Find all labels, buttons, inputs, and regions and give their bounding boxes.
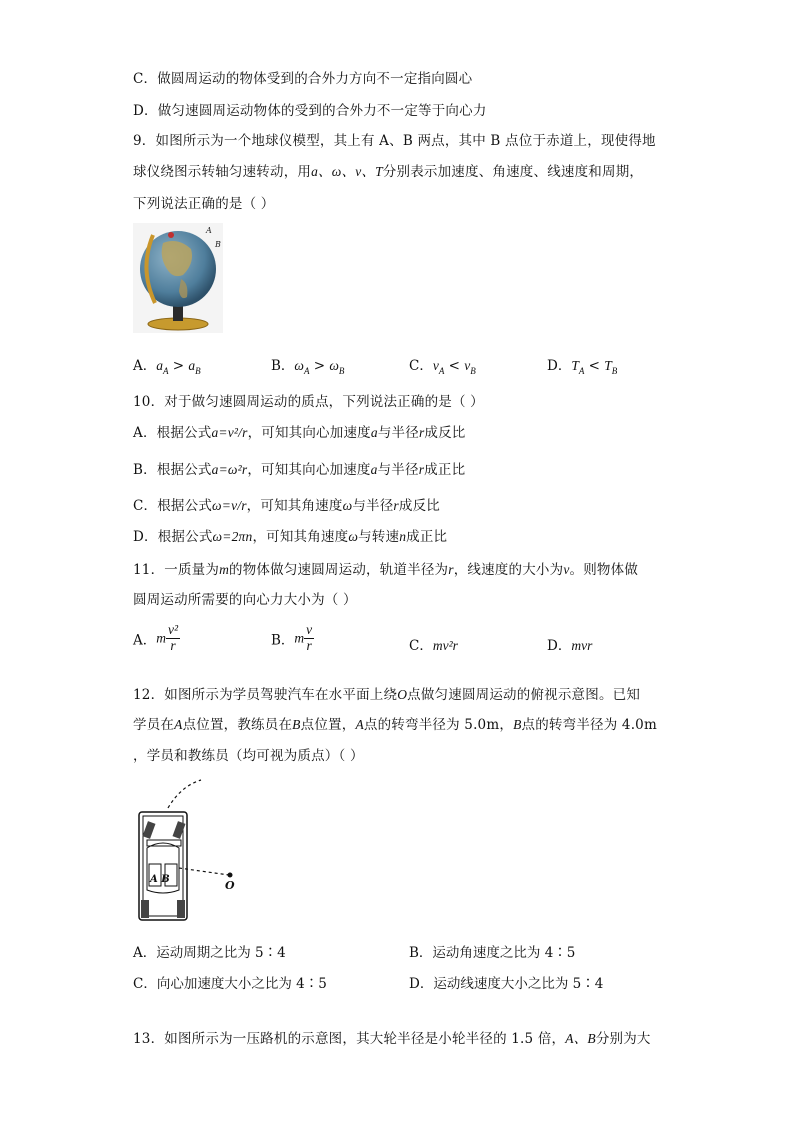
q11-option-a[interactable]: A．m $\frac{\text{v²}}{r}$ xyxy=(133,622,179,653)
q9-option-d[interactable]: D．$T_A < T_B$ xyxy=(547,358,618,376)
q10-stem: 10．对于做匀速圆周运动的质点，下列说法正确的是（ ） xyxy=(133,394,484,410)
q9-option-a[interactable]: A．$a_A > a_B$ xyxy=(133,358,201,376)
q12-option-a[interactable]: A．运动周期之比为 5∶4 xyxy=(133,945,286,961)
q11-option-b[interactable]: B．m $\frac{v}{r}$ xyxy=(271,622,313,653)
car-diagram xyxy=(133,778,253,924)
q10-option-a[interactable]: A．根据公式a=v²/r，可知其向心加速度a与半径r成反比 xyxy=(133,425,466,441)
center-label-o: O xyxy=(225,879,235,892)
q9-option-b[interactable]: B．$\omega_A > \omega_B$ xyxy=(271,358,345,376)
q12-stem-line2: 学员在A点位置，教练员在B点位置，A点的转弯半径为 5.0m，B点的转弯半径为 4.0m xyxy=(133,717,657,733)
q9-stem-line1: 9．如图所示为一个地球仪模型，其上有 A、B 两点，其中 B 点位于赤道上，现使得地 xyxy=(133,133,656,149)
q11-stem-line2: 圆周运动所需要的向心力大小为（ ） xyxy=(133,592,357,608)
q10-option-b[interactable]: B．根据公式a=ω²r，可知其向心加速度a与半径r成正比 xyxy=(133,462,466,478)
q9-option-c[interactable]: C．$v_A < v_B$ xyxy=(409,358,476,376)
option-c-text: C．做圆周运动的物体受到的合外力方向不一定指向圆心 xyxy=(133,71,473,87)
q9-stem-line3: 下列说法正确的是（ ） xyxy=(133,196,275,212)
q11-option-c[interactable]: C．mv²r xyxy=(409,638,458,654)
q10-option-c[interactable]: C．根据公式ω=v/r，可知其角速度ω与半径r成反比 xyxy=(133,498,440,514)
q12-stem-line1: 12．如图所示为学员驾驶汽车在水平面上绕O点做匀速圆周运动的俯视示意图。已知 xyxy=(133,687,641,703)
globe-figure xyxy=(133,223,223,333)
q11-option-d[interactable]: D．mvr xyxy=(547,638,593,654)
q12-stem-line3: ，学员和教练员（均可视为质点）（ ） xyxy=(133,748,364,764)
q10-option-d[interactable]: D．根据公式ω=2πn，可知其角速度ω与转速n成正比 xyxy=(133,529,448,545)
curved-path xyxy=(168,780,201,808)
globe-label-b: B xyxy=(215,240,221,249)
car-label-ab: A B xyxy=(150,874,170,885)
center-point xyxy=(228,873,233,878)
q13-stem-line1: 13．如图所示为一压路机的示意图，其大轮半径是小轮半径的 1.5 倍，A、B分别为大 xyxy=(133,1031,651,1047)
q9-stem-line2: 球仪绕图示转轴匀速转动，用a、ω、v、T分别表示加速度、角速度、线速度和周期， xyxy=(133,164,644,180)
q12-option-d[interactable]: D．运动线速度大小之比为 5∶4 xyxy=(409,976,604,992)
option-d-text: D．做匀速圆周运动物体的受到的合外力不一定等于向心力 xyxy=(133,103,487,119)
globe-label-a: A xyxy=(206,226,212,235)
q11-stem-line1: 11．一质量为m的物体做匀速圆周运动，轨道半径为r，线速度的大小为v。则物体做 xyxy=(133,562,639,578)
q12-option-b[interactable]: B．运动角速度之比为 4∶5 xyxy=(409,945,576,961)
q12-option-c[interactable]: C．向心加速度大小之比为 4∶5 xyxy=(133,976,327,992)
